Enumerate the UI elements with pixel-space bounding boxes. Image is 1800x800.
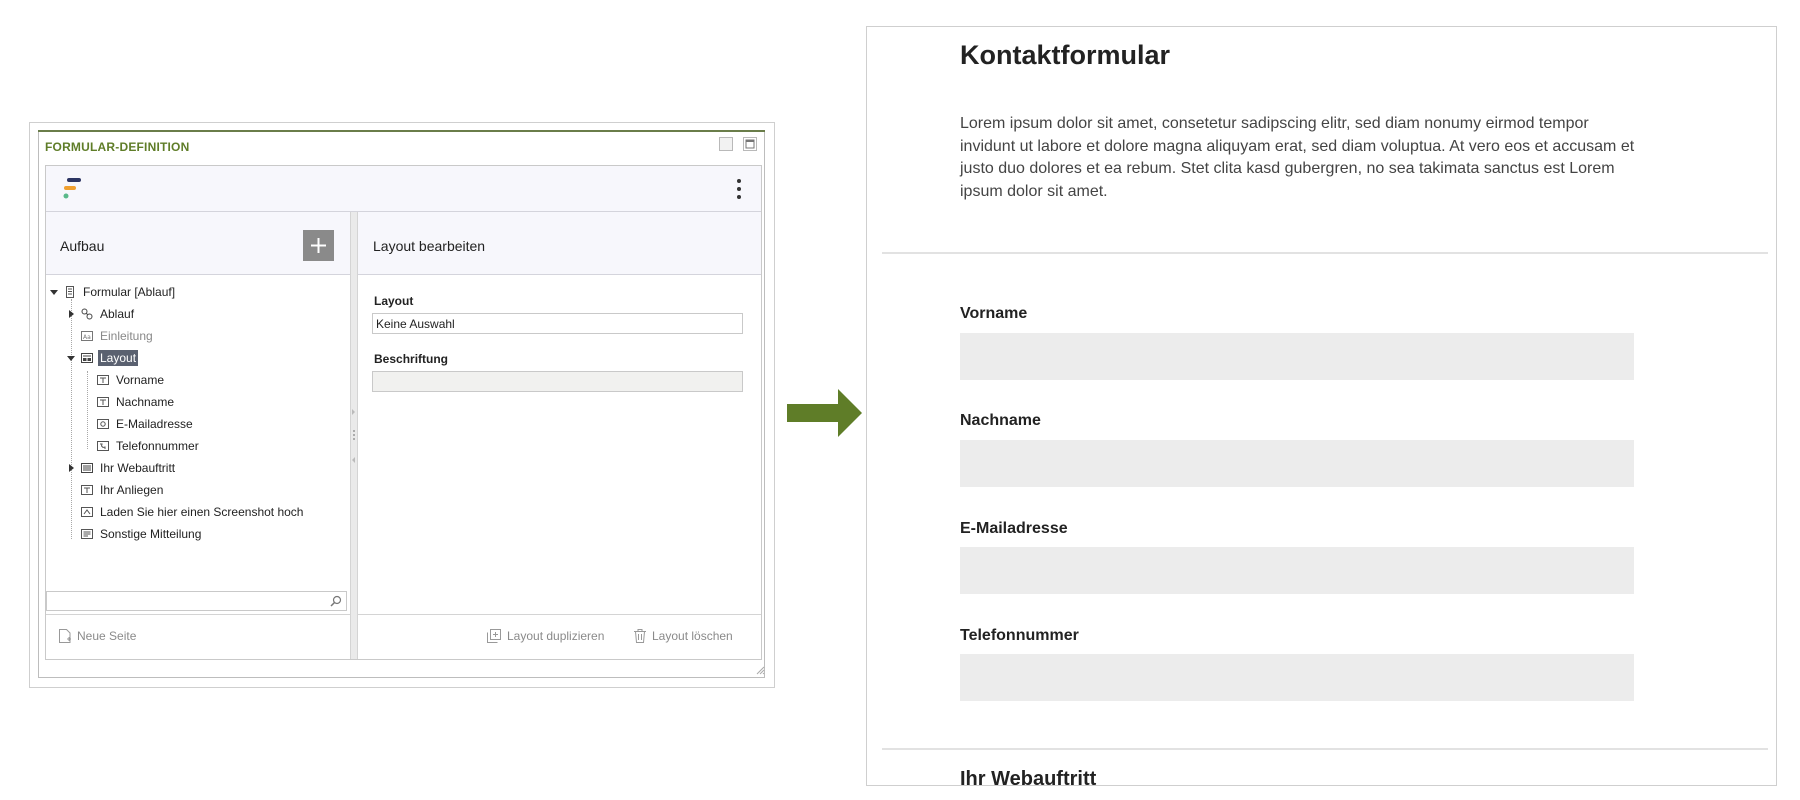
text-block-icon [81,330,93,342]
tree-node-formular[interactable] [48,282,177,302]
tree-node-email[interactable] [97,414,195,434]
email-label: E-Mailadresse [960,520,1068,537]
new-page-icon [58,628,72,644]
minimize-window-button[interactable] [719,137,733,151]
tree-node-label: Vorname [116,373,165,387]
caption-field-label: Beschriftung [374,352,449,366]
email-field-icon [97,418,109,430]
tree-node-label: Ihr Webauftritt [100,461,176,475]
tree-node-mitteilung[interactable] [81,524,203,544]
section-heading: Ihr Webauftritt [960,768,1097,790]
vorname-input[interactable] [960,333,1634,380]
kebab-dot [737,195,741,199]
layout-field-label: Layout [374,294,414,308]
tree-node-label: Laden Sie hier einen Screenshot hoch [100,505,304,519]
form-intro-text: Lorem ipsum dolor sit amet, consetetur sadipscing elitr, sed diam nonumy eirmod tempor invidunt ut labore et dolore magna aliquyam erat, sed diam voluptua. At vero eos et accusam et justo duo dolores et ea rebum. Stet clita kasd gubergren, no sea takimata sanctus est Lorem ipsum dolor sit amet. [960,115,1635,200]
pane-splitter[interactable] [350,212,358,659]
upload-field-icon [81,506,93,518]
textarea-icon [81,528,93,540]
expand-arrow-icon[interactable] [65,462,77,474]
collapse-arrow-icon[interactable] [48,286,60,298]
tree-node-label: E-Mailadresse [116,417,193,431]
tree-node-layout[interactable] [65,348,138,368]
section-divider [882,252,1768,254]
app-logo [63,177,85,201]
phone-field-icon [97,440,109,452]
kebab-dot [737,179,741,183]
more-options-button[interactable] [733,177,745,201]
tree-node-nachname[interactable] [97,392,176,412]
new-page-label: Neue Seite [77,629,137,643]
duplicate-label: Layout duplizieren [507,629,605,643]
form-icon [64,286,76,298]
section-divider [882,748,1768,750]
maximize-window-button[interactable] [743,137,757,151]
search-icon[interactable] [330,595,342,607]
delete-layout-button[interactable] [633,621,733,651]
tree-node-vorname[interactable] [97,370,166,390]
text-field-icon [81,484,93,496]
nachname-label: Nachname [960,412,1041,429]
tree-node-ablauf[interactable] [65,304,136,324]
tree-guide [87,371,88,449]
layout-icon [81,462,93,474]
tree-guide [71,299,72,539]
tree-node-label: Telefonnummer [116,439,199,453]
tree-node-label-selected: Layout [100,351,137,365]
vorname-label: Vorname [960,305,1028,322]
maximize-icon [744,138,756,150]
new-page-button[interactable] [58,621,136,651]
tree-node-label: Ablauf [100,307,135,321]
properties-heading: Layout bearbeiten [373,238,486,254]
text-field-icon [97,396,109,408]
editor-accent-line [38,130,765,132]
tree-node-label: Sonstige Mitteilung [100,527,202,541]
drag-handle-icon [351,407,357,467]
expand-arrow-icon[interactable] [65,308,77,320]
duplicate-icon [486,628,502,644]
caption-input[interactable] [372,371,743,392]
flow-icon [81,308,93,320]
form-title: Kontaktformular [960,40,1171,70]
kebab-dot [737,187,741,191]
tree-search-input[interactable] [46,591,347,611]
logo-icon [63,177,85,201]
delete-label: Layout löschen [652,629,733,643]
tree-node-label: Ihr Anliegen [100,483,164,497]
tree-node-telefon[interactable] [97,436,201,456]
app-header [46,166,761,212]
tree-node-label: Einleitung [100,329,153,343]
add-element-button[interactable] [303,230,334,261]
layout-select[interactable] [372,313,743,334]
tree-node-anliegen[interactable] [81,480,165,500]
text-field-icon [97,374,109,386]
collapse-arrow-icon[interactable] [65,352,77,364]
tree-node-label: Nachname [116,395,175,409]
tree-node-einleitung[interactable] [81,326,155,346]
panel-title: FORMULAR-DEFINITION [45,140,190,154]
tree-node-webauftritt[interactable] [65,458,177,478]
trash-icon [633,628,647,644]
resize-grip-icon[interactable] [755,665,765,675]
telefon-label: Telefonnummer [960,627,1079,644]
duplicate-layout-button[interactable] [486,621,604,651]
plus-icon [303,230,334,261]
arrow-right-icon [787,387,863,439]
structure-heading: Aufbau [60,238,105,254]
layout-icon [81,352,93,364]
svg-text:Aa: Aa [83,334,91,341]
tree-node-screenshot[interactable] [81,502,305,522]
tree-node-label: Formular [Ablauf] [83,285,176,299]
email-input[interactable] [960,547,1634,594]
telefon-input[interactable] [960,654,1634,701]
nachname-input[interactable] [960,440,1634,487]
